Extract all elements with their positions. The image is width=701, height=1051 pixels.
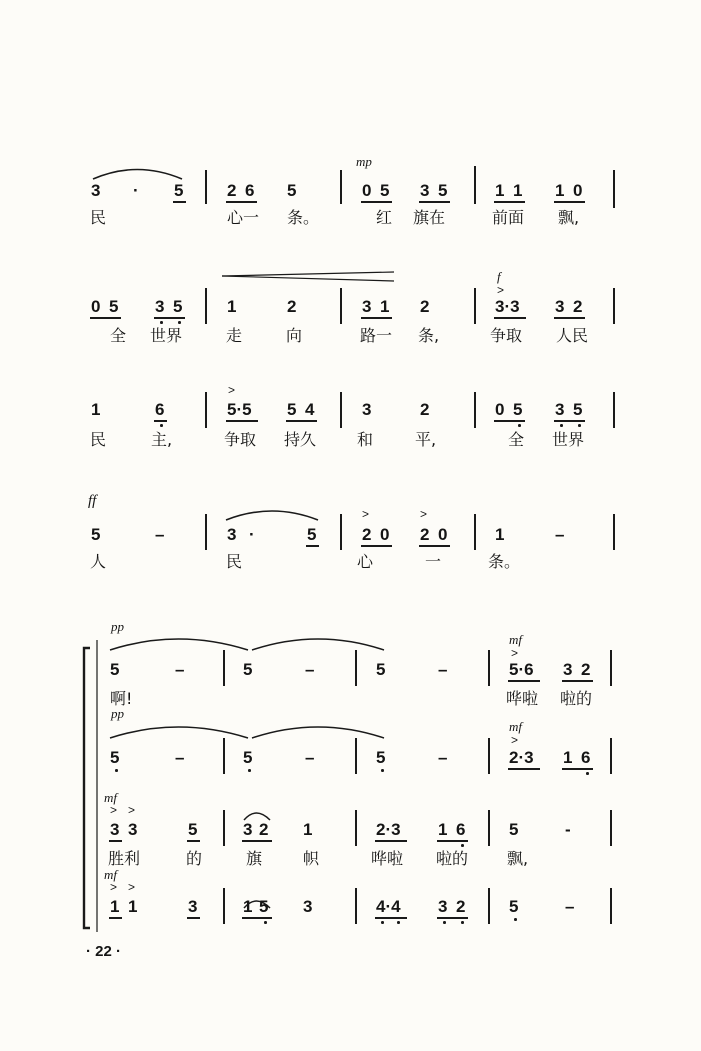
barline — [205, 392, 207, 428]
lyric: 持久 — [284, 430, 317, 449]
underline — [494, 317, 526, 319]
note: 3 — [243, 820, 253, 839]
note: 5·5 — [227, 400, 252, 419]
barline — [613, 392, 615, 428]
underline — [419, 545, 450, 547]
underline — [494, 201, 525, 203]
lyric: 条。 — [287, 208, 320, 227]
low-octave-dot — [248, 769, 251, 772]
dash: – — [555, 525, 565, 544]
lyric: 和 — [357, 430, 374, 449]
low-octave-dot — [461, 844, 464, 847]
lyric: 全 — [110, 326, 127, 345]
note: 4·4 — [376, 897, 401, 916]
underline — [375, 917, 407, 919]
underline — [154, 317, 185, 319]
note: 3 — [563, 660, 573, 679]
dash: – — [305, 660, 315, 679]
barline — [474, 514, 476, 550]
note: 5 — [509, 897, 519, 916]
low-octave-dot — [443, 921, 446, 924]
note: 1 — [110, 897, 120, 916]
note: 2·3 — [509, 748, 534, 767]
underline — [554, 201, 585, 203]
low-octave-dot — [514, 918, 517, 921]
underline — [494, 420, 525, 422]
underline — [242, 917, 272, 919]
dynamic-pp: pp — [111, 619, 124, 634]
lyric: 飘, — [558, 208, 580, 227]
lyric: 全 — [508, 430, 525, 449]
dash: – — [175, 748, 185, 767]
note: 6 — [581, 748, 591, 767]
lyric: 胜利 — [108, 849, 141, 868]
note: 1 — [380, 297, 390, 316]
barline — [205, 288, 207, 324]
underline — [242, 840, 272, 842]
lyric: 人 — [90, 552, 107, 571]
note: 0 — [438, 525, 448, 544]
barline — [355, 810, 357, 846]
barline — [355, 888, 357, 924]
note: 5 — [287, 400, 297, 419]
underline — [226, 201, 257, 203]
lyric: 啊! — [110, 689, 133, 708]
underline — [109, 840, 122, 842]
barline — [610, 888, 612, 924]
note: 3 — [128, 820, 138, 839]
barline — [355, 738, 357, 774]
note: 1 — [495, 525, 505, 544]
accent-mark: > — [511, 733, 519, 747]
low-octave-dot — [397, 921, 400, 924]
note: 5 — [513, 400, 523, 419]
dynamic-mp: mp — [356, 154, 372, 169]
note: 5 — [109, 297, 119, 316]
accent-mark: > — [497, 283, 505, 297]
accent-mark: > — [420, 507, 428, 521]
underline — [226, 420, 258, 422]
dash: – — [438, 748, 448, 767]
note: 5 — [380, 181, 390, 200]
barline — [340, 170, 342, 204]
low-octave-dot — [115, 769, 118, 772]
note: 3 — [362, 400, 372, 419]
barline — [223, 650, 225, 686]
note: 5 — [174, 181, 184, 200]
accent-mark: > — [110, 880, 118, 894]
note: 5 — [307, 525, 317, 544]
note: 3 — [555, 297, 565, 316]
accent-mark: > — [362, 507, 370, 521]
underline — [361, 201, 392, 203]
dash: – — [175, 660, 185, 679]
low-octave-dot — [560, 424, 563, 427]
note: 5 — [243, 748, 253, 767]
dash: - — [565, 820, 571, 839]
lyric: 主, — [151, 430, 173, 449]
note: 5 — [376, 748, 386, 767]
note: 2 — [581, 660, 591, 679]
note: 3 — [420, 181, 430, 200]
note: 2 — [420, 297, 430, 316]
note: 1 — [513, 181, 523, 200]
note: 5 — [110, 748, 120, 767]
note: 5 — [376, 660, 386, 679]
lyric: 世界 — [150, 326, 183, 345]
note: 5 — [573, 400, 583, 419]
note: 1 — [227, 297, 237, 316]
low-octave-dot — [264, 921, 267, 924]
dynamic-mf: mf — [509, 632, 522, 647]
underline — [419, 201, 450, 203]
note: 0 — [573, 181, 583, 200]
lyric: 哗啦 — [371, 849, 404, 868]
note: 2 — [456, 897, 466, 916]
note: 2 — [287, 297, 297, 316]
low-octave-dot — [160, 321, 163, 324]
low-octave-dot — [160, 424, 163, 427]
lyric: 啦的 — [436, 849, 469, 868]
note: 2·3 — [376, 820, 401, 839]
accent-mark: > — [128, 880, 136, 894]
underline — [173, 201, 186, 203]
low-octave-dot — [461, 921, 464, 924]
note: 1 — [438, 820, 448, 839]
dynamic-ff: ff — [88, 493, 97, 509]
barline — [340, 288, 342, 324]
low-octave-dot — [578, 424, 581, 427]
barline — [474, 166, 476, 204]
underline — [508, 768, 540, 770]
lyric: 帜 — [303, 849, 320, 868]
note: 5 — [243, 660, 253, 679]
barline — [223, 810, 225, 846]
lyric: 民 — [90, 430, 107, 449]
underline — [154, 420, 167, 422]
accent-mark: > — [110, 803, 118, 817]
note: 2 — [259, 820, 269, 839]
lyric: 心 — [357, 552, 374, 571]
note: 5 — [173, 297, 183, 316]
note: 3 — [188, 897, 198, 916]
barline — [223, 888, 225, 924]
note: 3 — [362, 297, 372, 316]
lyric: 一 — [425, 552, 442, 571]
note: 1 — [91, 400, 101, 419]
dash: – — [305, 748, 315, 767]
note: 1 — [128, 897, 138, 916]
lyric: 旗 — [246, 849, 263, 868]
lyric: 前面 — [492, 208, 525, 227]
note: 6 — [245, 181, 255, 200]
lyric: 旗在 — [413, 208, 446, 227]
note-dot: · — [249, 525, 255, 544]
note: 3 — [438, 897, 448, 916]
underline — [109, 917, 122, 919]
dynamic-mf: mf — [104, 790, 117, 805]
barline — [613, 288, 615, 324]
lyric: 民 — [226, 552, 243, 571]
underline — [187, 917, 200, 919]
lyric: 哗啦 — [506, 689, 539, 708]
note: 1 — [563, 748, 573, 767]
barline — [223, 738, 225, 774]
note: 3 — [303, 897, 313, 916]
lyric: 飘, — [507, 849, 529, 868]
note: 4 — [305, 400, 315, 419]
barline — [610, 738, 612, 774]
note: 1 — [555, 181, 565, 200]
barline — [340, 392, 342, 428]
lyric: 人民 — [556, 326, 589, 345]
lyric: 世界 — [552, 430, 585, 449]
lyric: 条, — [418, 326, 440, 345]
note: 3 — [155, 297, 165, 316]
underline — [286, 420, 317, 422]
note: 5 — [438, 181, 448, 200]
lyric: 啦的 — [560, 689, 593, 708]
note: 0 — [362, 181, 372, 200]
note-dot: · — [133, 181, 139, 200]
lyric: 条。 — [488, 552, 521, 571]
barline — [355, 650, 357, 686]
underline — [437, 840, 468, 842]
underline — [90, 317, 121, 319]
note: 2 — [420, 400, 430, 419]
note: 5 — [259, 897, 269, 916]
underline — [437, 917, 468, 919]
underline — [187, 840, 200, 842]
note: 3·3 — [495, 297, 520, 316]
underline — [562, 680, 593, 682]
note: 3 — [91, 181, 101, 200]
dynamic-mf: mf — [509, 719, 522, 734]
accent-mark: > — [128, 803, 136, 817]
note: 3 — [227, 525, 237, 544]
underline — [306, 545, 319, 547]
barline — [488, 810, 490, 846]
lyric: 向 — [286, 326, 303, 345]
lyric: 的 — [186, 849, 203, 868]
accent-mark: > — [228, 383, 236, 397]
barline — [613, 514, 615, 550]
barline — [613, 170, 615, 208]
note: 1 — [303, 820, 313, 839]
low-octave-dot — [381, 769, 384, 772]
note: 2 — [227, 181, 237, 200]
barline — [488, 888, 490, 924]
note: 6 — [155, 400, 165, 419]
note: 5 — [509, 820, 519, 839]
underline — [562, 768, 593, 770]
note: 2 — [420, 525, 430, 544]
note: 5 — [110, 660, 120, 679]
lyric: 红 — [376, 208, 393, 227]
note: 0 — [91, 297, 101, 316]
note: 5 — [188, 820, 198, 839]
barline — [205, 514, 207, 550]
low-octave-dot — [178, 321, 181, 324]
lyric: 民 — [90, 208, 107, 227]
dash: – — [565, 897, 575, 916]
barline — [474, 392, 476, 428]
dynamic-pp: pp — [111, 706, 124, 721]
barline — [474, 288, 476, 324]
lyric: 走 — [226, 326, 243, 345]
note: 5·6 — [509, 660, 534, 679]
barline — [610, 810, 612, 846]
note: 2 — [573, 297, 583, 316]
dash: – — [438, 660, 448, 679]
lyric: 争取 — [490, 326, 523, 345]
note: 3 — [555, 400, 565, 419]
lyric: 心一 — [227, 208, 260, 227]
note: 1 — [243, 897, 253, 916]
dynamic-mf: mf — [104, 867, 117, 882]
note: 1 — [495, 181, 505, 200]
dynamic-f: f — [497, 269, 501, 284]
underline — [375, 840, 407, 842]
note: 5 — [287, 181, 297, 200]
underline — [508, 680, 540, 682]
barline — [488, 650, 490, 686]
low-octave-dot — [586, 772, 589, 775]
note: 2 — [362, 525, 372, 544]
note: 0 — [495, 400, 505, 419]
page-number: · 22 · — [86, 943, 122, 960]
accent-mark: > — [511, 646, 519, 660]
barline — [205, 170, 207, 204]
note: 0 — [380, 525, 390, 544]
underline — [361, 545, 392, 547]
barline — [340, 514, 342, 550]
lyric: 争取 — [224, 430, 257, 449]
underline — [554, 420, 585, 422]
note: 5 — [91, 525, 101, 544]
note: 3 — [110, 820, 120, 839]
low-octave-dot — [518, 424, 521, 427]
barline — [488, 738, 490, 774]
lyric: 平, — [415, 430, 437, 449]
dash: – — [155, 525, 165, 544]
barline — [610, 650, 612, 686]
underline — [554, 317, 585, 319]
low-octave-dot — [381, 921, 384, 924]
lyric: 路一 — [360, 326, 393, 345]
note: 6 — [456, 820, 466, 839]
underline — [361, 317, 392, 319]
